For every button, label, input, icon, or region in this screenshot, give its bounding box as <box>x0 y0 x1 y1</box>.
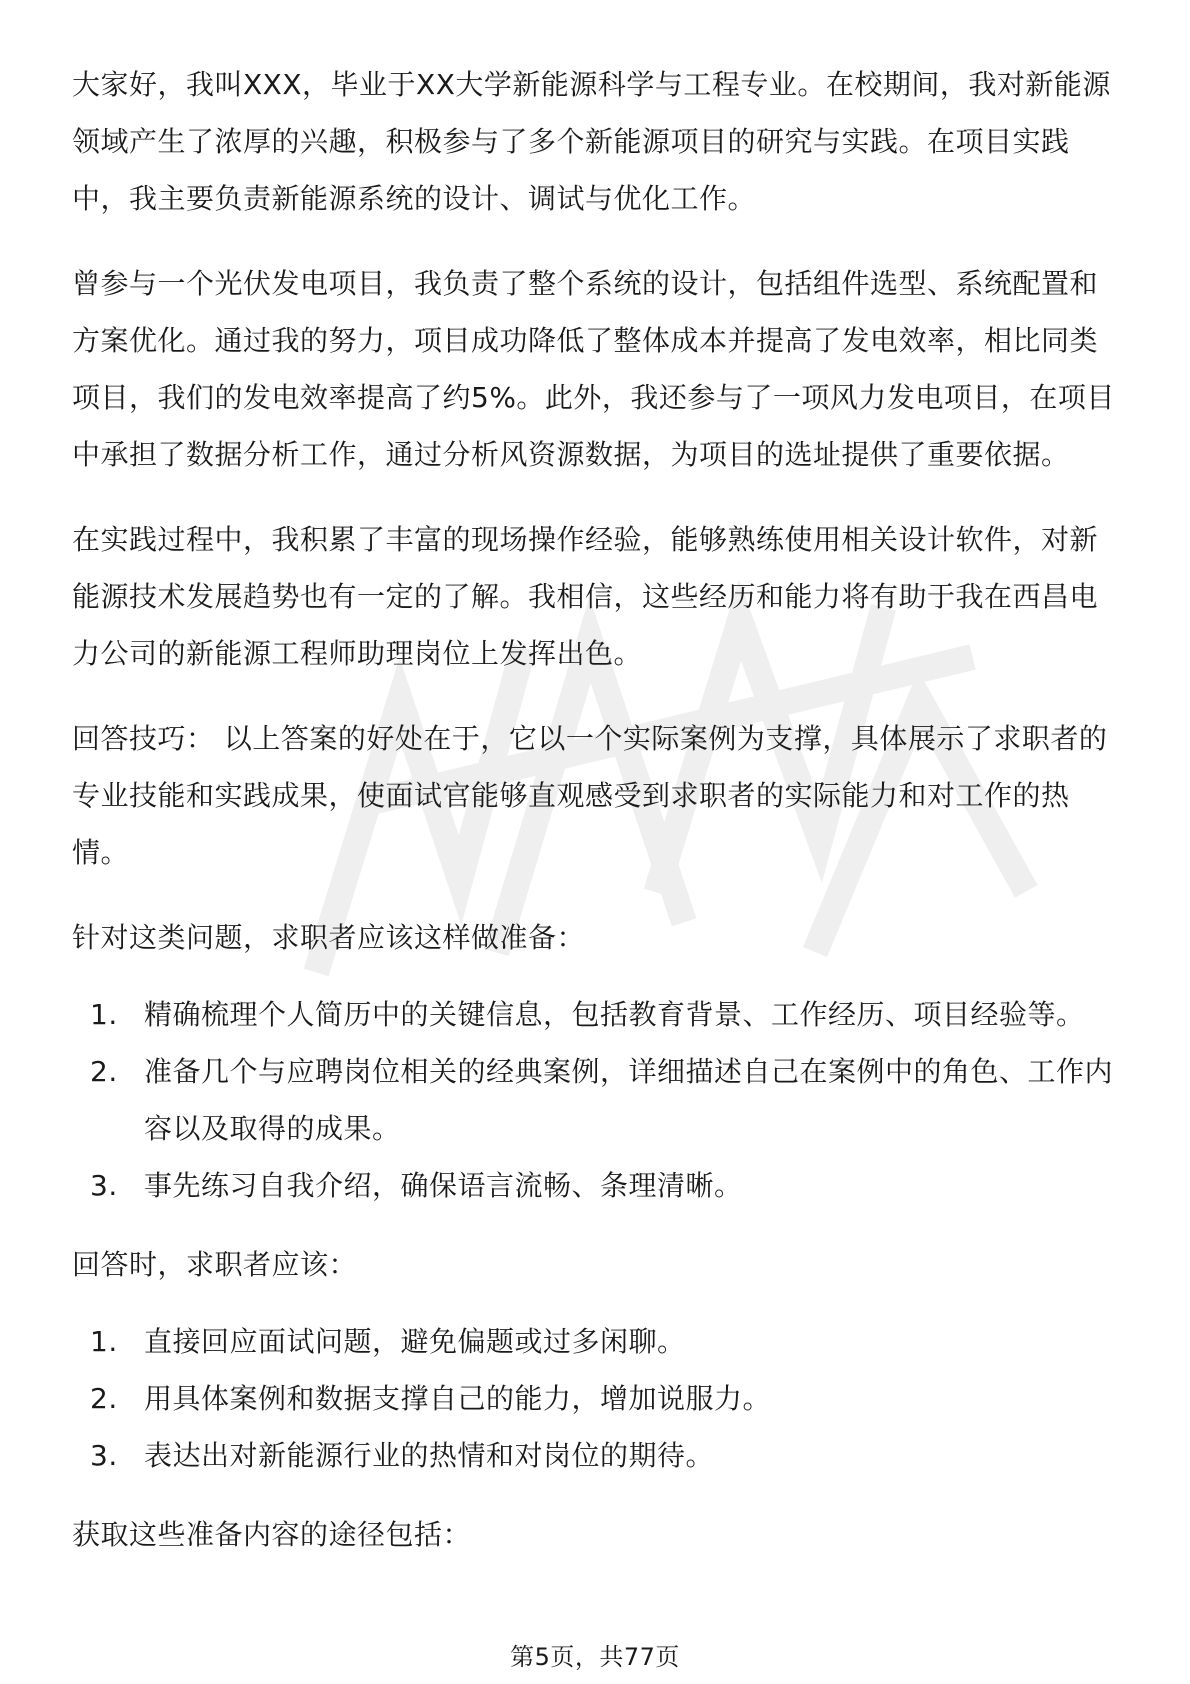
list-item-number: 3. <box>90 1439 118 1472</box>
list-item-number: 1. <box>90 998 118 1031</box>
list-item <box>90 1427 1122 1484</box>
experience-paragraph: 在实践过程中，我积累了丰富的现场操作经验，能够熟练使用相关设计软件，对新能源技术发展趋势也有一定的了解。我相信，这些经历和能力将有助于我在西昌电力公司的新能源工程师助理岗位上发挥出色。 <box>72 523 1099 670</box>
list-item-text: 用具体案例和数据支撑自己的能力，增加说服力。 <box>144 1382 772 1415</box>
list-item-number: 1. <box>90 1325 118 1358</box>
list-item-text: 精确梳理个人简历中的关键信息，包括教育背景、工作经历、项目经验等。 <box>144 998 1085 1031</box>
list-item-text: 表达出对新能源行业的热情和对岗位的期待。 <box>144 1439 715 1472</box>
project-paragraph: 曾参与一个光伏发电项目，我负责了整个系统的设计，包括组件选型、系统配置和方案优化。通过我的努力，项目成功降低了整体成本并提高了发电效率，相比同类项目，我们的发电效率提高了约5%。此外，我还参与了一项风力发电项目，在项目中承担了数据分析工作，通过分析风资源数据，为项目的选址提供了重要依据。 <box>72 267 1115 471</box>
list-item <box>90 1313 1122 1370</box>
document-body <box>72 56 1122 1591</box>
list-item <box>90 1157 1122 1214</box>
prep-list <box>72 986 1122 1214</box>
list-item <box>90 1370 1122 1427</box>
list-item <box>90 1043 1122 1157</box>
tips-paragraph: 回答技巧： 以上答案的好处在于，它以一个实际案例为支撑，具体展示了求职者的专业技能和实践成果，使面试官能够直观感受到求职者的实际能力和对工作的热情。 <box>72 722 1108 869</box>
intro-paragraph: 大家好，我叫XXX，毕业于XX大学新能源科学与工程专业。在校期间，我对新能源领域产生了浓厚的兴趣，积极参与了多个新能源项目的研究与实践。在项目实践中，我主要负责新能源系统的设计、调试与优化工作。 <box>72 68 1111 215</box>
list-item-number: 3. <box>90 1169 118 1202</box>
sources-heading: 获取这些准备内容的途径包括： <box>72 1518 472 1551</box>
answer-heading: 回答时，求职者应该： <box>72 1248 358 1281</box>
list-item-text: 事先练习自我介绍，确保语言流畅、条理清晰。 <box>144 1169 743 1202</box>
answer-list <box>72 1313 1122 1484</box>
list-item-text: 准备几个与应聘岗位相关的经典案例，详细描述自己在案例中的角色、工作内容以及取得的成果。 <box>144 1055 1114 1145</box>
list-item-number: 2. <box>90 1055 118 1088</box>
list-item-number: 2. <box>90 1382 118 1415</box>
list-item <box>90 986 1122 1043</box>
prep-heading: 针对这类问题，求职者应该这样做准备： <box>72 921 586 954</box>
list-item-text: 直接回应面试问题，避免偏题或过多闲聊。 <box>144 1325 686 1358</box>
page-number: 第5页，共77页 <box>510 1643 680 1671</box>
